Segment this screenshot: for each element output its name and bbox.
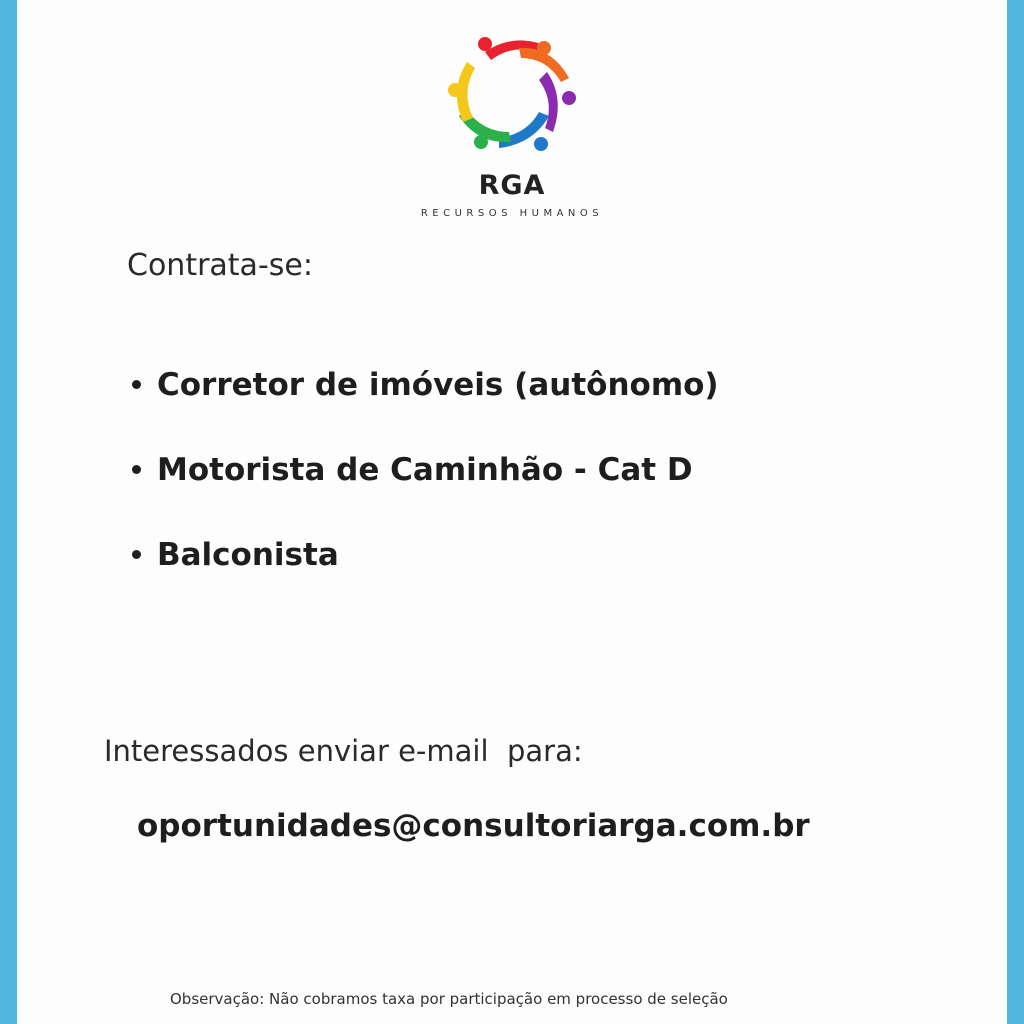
- job-list: [128, 342, 719, 597]
- logo-figure-blue: [499, 112, 549, 151]
- logo-figure-purple: [539, 72, 576, 132]
- bullet-icon: [132, 380, 141, 389]
- list-item: [128, 342, 719, 427]
- bullet-icon: [132, 550, 141, 559]
- brand-name: RGA: [478, 170, 546, 201]
- list-item: [128, 427, 719, 512]
- job-title: Balconista: [157, 536, 339, 573]
- footnote: Observação: Não cobramos taxa por participação em processo de seleção: [170, 990, 728, 1008]
- list-item: [128, 512, 719, 597]
- contact-label: Interessados enviar e-mail para:: [104, 734, 583, 768]
- hiring-heading: Contrata-se:: [127, 248, 313, 283]
- brand-subtitle: RECURSOS HUMANOS: [420, 208, 604, 219]
- job-title: Motorista de Caminhão - Cat D: [157, 451, 693, 488]
- job-title: Corretor de imóveis (autônomo): [157, 366, 719, 403]
- contact-email: oportunidades@consultoriarga.com.br: [137, 808, 810, 844]
- bullet-icon: [132, 465, 141, 474]
- logo-figure-yellow: [448, 62, 475, 122]
- people-circle-logo-icon: [441, 32, 583, 158]
